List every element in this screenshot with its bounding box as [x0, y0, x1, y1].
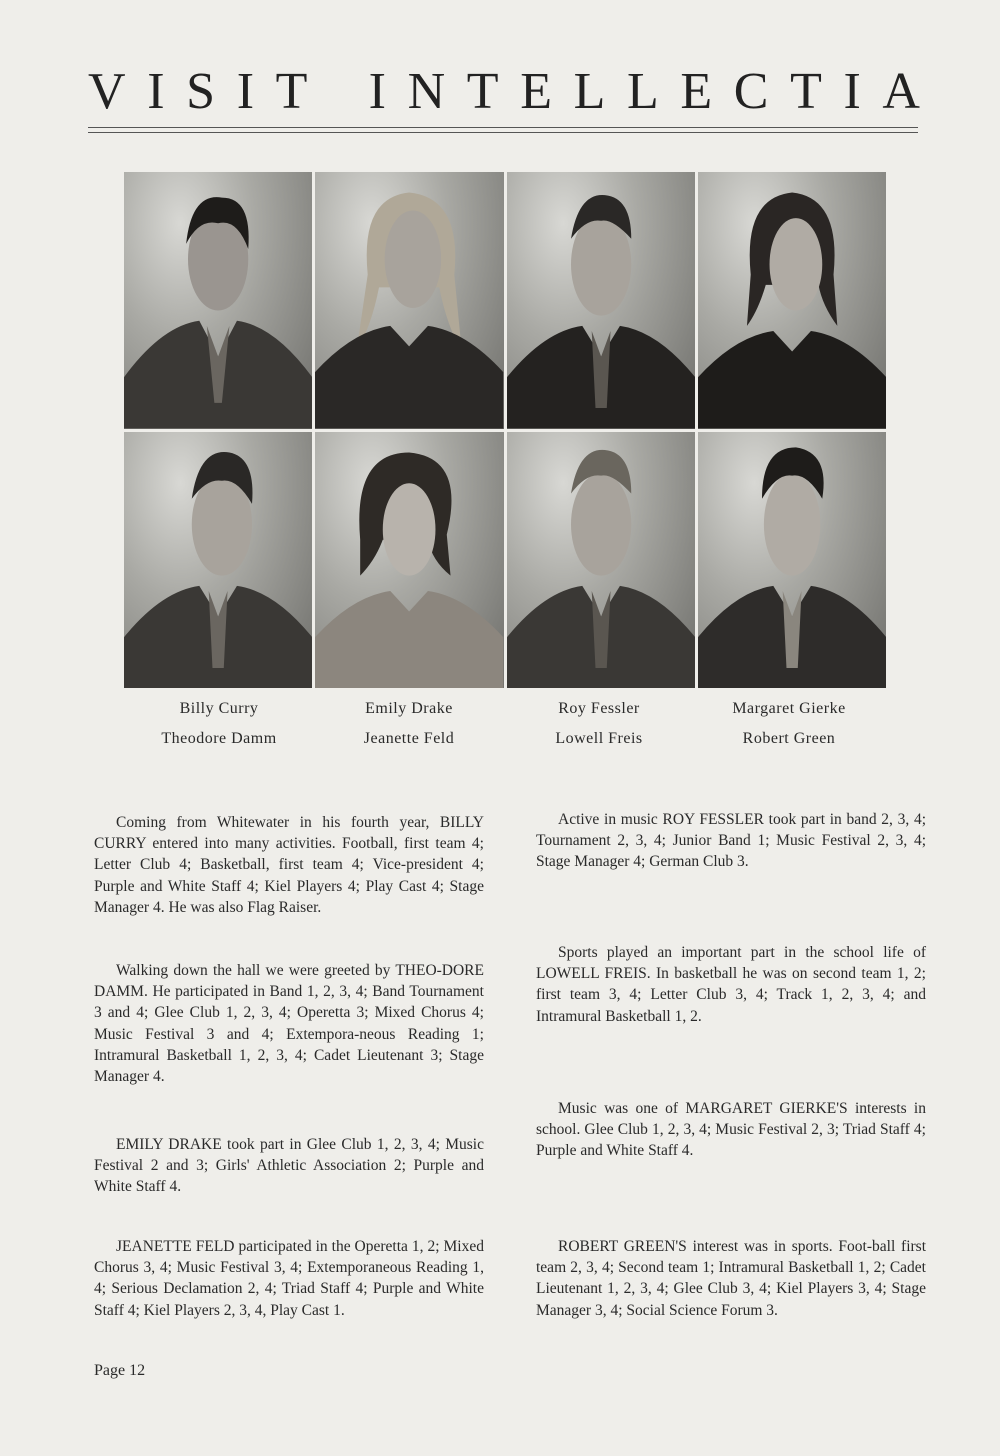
caption-name: Lowell Freis: [555, 730, 643, 747]
bio-paragraph: EMILY DRAKE took part in Glee Club 1, 2, 3, 4; Music Festival 2 and 3; Girls' Athletic Association 2; Purple and White Staff 4.: [94, 1136, 484, 1196]
caption-name: Robert Green: [742, 730, 836, 747]
title-letter: L: [573, 63, 606, 120]
caption-name: Emily Drake: [365, 700, 453, 717]
caption-name: Theodore Damm: [161, 730, 277, 747]
title-letter: L: [626, 63, 659, 120]
caption-name: Margaret Gierke: [732, 700, 846, 717]
title-letter: E: [520, 63, 552, 120]
title-letter: A: [882, 63, 920, 120]
bio-paragraph: Walking down the hall we were greeted by THEO-DORE DAMM. He participated in Band 1, 2, 3, 4; Band Tournament 3 and 4; Glee Club 1, 2, 3, 4; Operetta 3; Mixed Chorus 4; Music Festival 3 and 4; Extempora-neous Reading 1; Intramural Basketball 1, 2, 3, 4; Cadet Lieutenant 3; Stage Manager 4.: [94, 962, 484, 1086]
caption-block: [124, 700, 884, 760]
bio-paragraph: Sports played an important part in the school life of LOWELL FREIS. In basketball he was on second team 1, 2; first team 3, 4; Letter Club 3, 4; Track 1, 2, 3, 4; and Intramural Basketball 1, 2.: [536, 944, 926, 1025]
bio-paragraph: ROBERT GREEN'S interest was in sports. Foot-ball first team 2, 3, 4; Second team 1; Intramural Basketball 1, 2; Cadet Lieutenant 1, 2, 3, 4; Glee Club 3, 4; Kiel Players 3, 4; Stage Manager 3, 4; Social Science Forum 3.: [536, 1238, 926, 1319]
title-space: [329, 66, 347, 118]
title-letter: I: [236, 63, 255, 120]
title-rule-bottom: [88, 132, 918, 133]
caption-name: Billy Curry: [179, 700, 259, 717]
title-letter: I: [147, 63, 165, 120]
title-letter: T: [275, 63, 308, 120]
title-rule-top: [88, 127, 918, 128]
bio-paragraph: Active in music ROY FESSLER took part in band 2, 3, 4; Tournament 2, 3, 4; Junior Band 1; Music Festival 2, 3, 4; Stage Manager 4; German Club 3.: [536, 811, 926, 871]
portrait-photo: [124, 432, 312, 689]
portrait-photo: [315, 172, 503, 429]
bio-paragraph: Coming from Whitewater in his fourth year, BILLY CURRY entered into many activities. Football, first team 4; Letter Club 4; Basketball, first team 4; Vice-president 4; Purple and White Staff 4; Kiel Players 4; Play Cast 4; Stage Manager 4. He was also Flag Raiser.: [94, 814, 484, 916]
title-letter: V: [88, 63, 126, 120]
bio-paragraph: JEANETTE FELD participated in the Operetta 1, 2; Mixed Chorus 3, 4; Music Festival 3, 4; Extemporaneous Reading 1, 4; Serious Declamation 2, 4; Triad Staff 4; Purple and White Staff 4; Kiel Players 2, 3, 4, Play Cast 1.: [94, 1238, 484, 1319]
title-letter: T: [790, 63, 822, 120]
title-letter: T: [466, 63, 499, 120]
portrait-photo: [698, 172, 886, 429]
portrait-grid: [124, 172, 886, 688]
portrait-photo: [507, 432, 695, 689]
caption-name: Roy Fessler: [558, 700, 640, 717]
caption-row: [124, 700, 884, 730]
title-letter: I: [843, 63, 861, 120]
portrait-photo: [698, 432, 886, 689]
page-title: [88, 63, 920, 120]
portrait-photo: [507, 172, 695, 429]
page-number: Page 12: [94, 1362, 146, 1379]
bio-paragraph: Music was one of MARGARET GIERKE'S interests in school. Glee Club 1, 2, 3, 4; Music Festival 2, 3; Triad Staff 4; Purple and White Staff 4.: [536, 1100, 926, 1160]
title-letter: C: [733, 63, 769, 120]
title-letter: E: [680, 63, 713, 120]
caption-row: [124, 730, 884, 760]
portrait-photo: [315, 432, 503, 689]
title-letter: N: [407, 63, 446, 120]
title-letter: S: [186, 63, 216, 120]
caption-name: Jeanette Feld: [363, 730, 455, 747]
title-letter: I: [368, 63, 386, 120]
portrait-photo: [124, 172, 312, 429]
